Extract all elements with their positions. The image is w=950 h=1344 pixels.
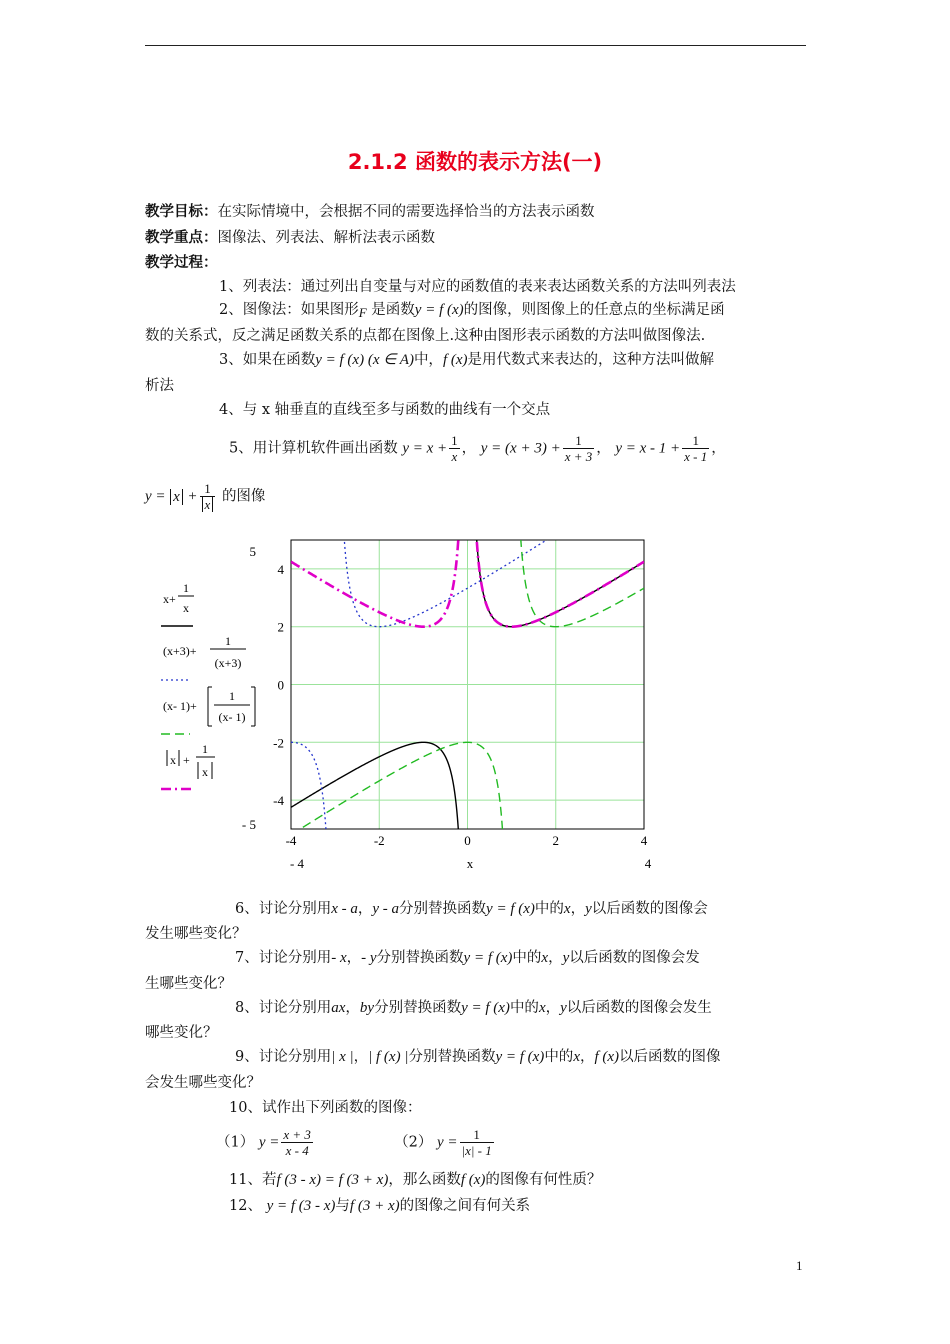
item-1: 1、列表法：通过列出自变量与对应的函数值的表来表达函数关系的方法叫列表法 xyxy=(219,279,736,295)
item-8-m1: ax xyxy=(331,1000,346,1016)
process-label: 教学过程： xyxy=(145,255,218,271)
item-2-expr: y = f (x) xyxy=(414,302,464,318)
item-6-m2: y - a xyxy=(372,901,400,917)
item-5-sep-1: ， xyxy=(461,440,477,457)
item-10-exercises xyxy=(216,1127,496,1158)
exercise-2-label: （2） xyxy=(394,1134,433,1151)
item-6-text-d: 以后函数的图像会 xyxy=(591,901,708,917)
item-9-m5: f (x) xyxy=(594,1049,620,1065)
item-9 xyxy=(235,1047,721,1067)
item-6-sep: ， xyxy=(357,901,373,917)
item-5-f2: y = (x + 3) + xyxy=(480,440,561,457)
item-8 xyxy=(235,998,712,1018)
item-7-text-c: 中的 xyxy=(512,950,542,966)
item-5-frac-2: $\frac{1}{x + 3}$ xyxy=(564,433,593,464)
item-6-cont: 发生哪些变化？ xyxy=(145,926,247,942)
x-tick-label: 2 xyxy=(552,833,559,848)
item-7-text-b: 分别替换函数 xyxy=(376,950,464,966)
item-8-cont: 哪些变化？ xyxy=(145,1025,218,1041)
item-7-cont: 生哪些变化？ xyxy=(145,976,232,992)
x-axis-label: x xyxy=(466,856,474,871)
legend-3-text: (x- 1)+ xyxy=(163,699,197,713)
item-6-sep-2: ， xyxy=(570,901,586,917)
item-3-text-b: 中， xyxy=(413,352,443,368)
item-3-text-a: 3、如果在函数 xyxy=(219,352,316,368)
x-min-label: - 4 xyxy=(289,856,305,871)
item-9-m2: | f (x) | xyxy=(368,1049,409,1065)
legend-4-x: x xyxy=(170,753,176,767)
item-7-m2: - y xyxy=(361,950,377,966)
item-8-text-d: 以后函数的图像会发生 xyxy=(566,1000,712,1016)
item-6-m4: x xyxy=(563,901,571,917)
item-11-m2: f (x) xyxy=(460,1172,486,1188)
item-9-cont: 会发生哪些变化？ xyxy=(145,1075,261,1091)
tick-labels xyxy=(242,544,652,871)
exercise-1-label: （1） xyxy=(216,1134,255,1151)
legend-2-text: (x+3)+ xyxy=(163,644,197,658)
item-9-text-a: 9、讨论分别用 xyxy=(235,1049,332,1065)
item-6-m1: x - a xyxy=(331,901,358,917)
item-7-text-d: 以后函数的图像会发 xyxy=(569,950,700,966)
x-tick-label: -2 xyxy=(373,833,385,848)
item-8-m3: y = f (x) xyxy=(461,1000,510,1016)
legend-2-num: 1 xyxy=(225,634,231,648)
item-12-m2: f (3 + x) xyxy=(349,1198,400,1214)
item-2-text-b: 是函数 xyxy=(371,302,415,318)
item-9-text-c: 中的 xyxy=(544,1049,574,1065)
item-9-m3: y = f (x) xyxy=(495,1049,545,1065)
item-9-m4: x xyxy=(573,1049,580,1065)
item-8-sep: ， xyxy=(345,1000,360,1016)
item-6-text-b: 分别替换函数 xyxy=(399,901,487,917)
item-7 xyxy=(235,948,700,968)
item-5 xyxy=(229,433,726,464)
item-9-text-b: 分别替换函数 xyxy=(408,1049,496,1065)
y-tick-label: 0 xyxy=(277,677,284,693)
item-12 xyxy=(229,1196,530,1216)
item-5-abs-x: x xyxy=(170,489,183,505)
grid-lines xyxy=(291,540,644,829)
focus-text: 图像法、列表法、解析法表示函数 xyxy=(217,230,435,246)
chart-legend xyxy=(161,581,255,789)
item-5-cont xyxy=(145,481,265,512)
item-5-text-b: 的图像 xyxy=(221,488,266,505)
item-3-text-c: 是用代数式来表达的，这种方法叫做解 xyxy=(467,352,715,368)
legend-1-num: 1 xyxy=(183,581,189,595)
item-5-text-a: 5、用计算机软件画出函数 xyxy=(229,440,398,457)
legend-2-den: (x+3) xyxy=(214,656,242,670)
item-3-cont: 析法 xyxy=(145,378,174,394)
page-number: 1 xyxy=(796,1258,803,1273)
item-5-frac-1: $\frac{1}{x}$ xyxy=(451,433,458,464)
y-tick-label: -4 xyxy=(273,793,284,809)
item-5-end: ， xyxy=(711,440,726,457)
item-8-text-c: 中的 xyxy=(509,1000,539,1016)
item-9-sep-2: ， xyxy=(579,1049,595,1065)
item-11-text-a: 11、若 xyxy=(229,1172,277,1188)
item-7-m1: - x xyxy=(331,950,347,966)
item-9-text-d: 以后函数的图像 xyxy=(619,1049,721,1065)
page-title: 2.1.2 函数的表示方法(一) xyxy=(347,150,603,174)
y-min-label: - 5 xyxy=(241,817,256,832)
legend-4-den: x xyxy=(202,765,208,779)
item-2-F: F xyxy=(358,305,367,320)
objectives-label: 教学目标： xyxy=(145,204,218,220)
item-3 xyxy=(219,350,714,370)
item-7-m3: y = f (x) xyxy=(463,950,513,966)
item-11-m1: f (3 - x) = f (3 + x) xyxy=(276,1172,389,1188)
item-10: 10、试作出下列函数的图像： xyxy=(229,1100,422,1116)
exercise-2-y: y = xyxy=(436,1134,458,1151)
item-2-text-c: 的图像，则图像上的任意点的坐标满足函 xyxy=(463,302,725,318)
item-5-frac-3: $\frac{1}{x - 1}$ xyxy=(684,433,708,464)
item-11 xyxy=(229,1170,601,1190)
x-max-label: 4 xyxy=(644,856,652,871)
item-7-text-a: 7、讨论分别用 xyxy=(235,950,332,966)
y-tick-label: -2 xyxy=(273,735,284,751)
item-8-m4: x xyxy=(538,1000,546,1016)
exercise-1-y: y = xyxy=(258,1134,280,1151)
item-9-sep: ， xyxy=(353,1049,369,1065)
item-5-f3: y = x - 1 + xyxy=(615,440,681,457)
objectives-text: 在实际情境中，会根据不同的需要选择恰当的方法表示函数 xyxy=(217,204,595,220)
y-max-label: 5 xyxy=(249,544,256,559)
item-2 xyxy=(219,300,725,323)
x-tick-label: 0 xyxy=(464,833,471,848)
item-3-expr: y = f (x) (x ∈ A) xyxy=(315,352,414,368)
x-tick-label: 4 xyxy=(640,833,648,848)
exercise-2-frac: $\frac{1}{|x| - 1}$ xyxy=(461,1127,492,1158)
item-7-sep: ， xyxy=(346,950,362,966)
item-5-plus: + xyxy=(187,488,198,505)
item-2-text-a: 2、图像法：如果图形 xyxy=(219,302,359,318)
item-8-sep-2: ， xyxy=(545,1000,561,1016)
item-11-text-b: ，那么函数 xyxy=(388,1172,461,1188)
plot-frame xyxy=(291,540,644,829)
item-12-text-a: 12、 xyxy=(229,1198,262,1214)
item-12-text-b: 与 xyxy=(335,1198,350,1214)
item-9-m1: | x | xyxy=(331,1049,354,1065)
legend-4-num: 1 xyxy=(202,742,208,756)
item-6-text-c: 中的 xyxy=(534,901,564,917)
item-6 xyxy=(235,899,708,919)
legend-1-text: x+ xyxy=(163,592,176,606)
exercise-1-frac: $\frac{x + 3}{x - 4}$ xyxy=(283,1127,311,1158)
item-8-m2: by xyxy=(359,1000,375,1016)
y-tick-label: 2 xyxy=(277,619,284,635)
header-rule xyxy=(145,45,806,46)
legend-3-den: (x- 1) xyxy=(218,710,246,724)
item-7-sep-2: ， xyxy=(548,950,563,966)
item-5-f1: y = x + xyxy=(402,440,448,457)
item-5-sep-2: ， xyxy=(596,440,611,457)
objectives-line xyxy=(145,202,595,222)
legend-4-plus: + xyxy=(183,753,190,767)
item-6-m3: y = f (x) xyxy=(486,901,535,917)
item-3-fx: f (x) xyxy=(442,352,468,368)
legend-1-den: x xyxy=(183,601,189,615)
item-2-cont: 数的关系式，反之满足函数关系的点都在图像上.这种由图形表示函数的方法叫做图像法. xyxy=(145,328,706,344)
item-8-m5: y xyxy=(560,1000,567,1016)
item-8-text-a: 8、讨论分别用 xyxy=(235,1000,332,1016)
y-tick-label: 4 xyxy=(277,561,284,577)
process-line xyxy=(145,253,218,273)
item-8-text-b: 分别替换函数 xyxy=(374,1000,462,1016)
item-4: 4、与 x 轴垂直的直线至多与函数的曲线有一个交点 xyxy=(219,402,551,418)
item-7-m4: x xyxy=(541,950,549,966)
series-line xyxy=(291,342,644,627)
item-5-f4: y = xyxy=(145,488,166,505)
item-6-text-a: 6、讨论分别用 xyxy=(235,901,332,917)
focus-line xyxy=(145,228,435,248)
legend-3-num: 1 xyxy=(229,689,235,703)
item-7-m5: y xyxy=(562,950,570,966)
item-12-text-c: 的图像之间有何关系 xyxy=(399,1198,531,1214)
item-5-frac-4: $\frac{1}{x}$ xyxy=(200,481,216,512)
item-12-m1: y = f (3 - x) xyxy=(266,1198,336,1214)
item-6-m5: y xyxy=(585,901,592,917)
focus-label: 教学重点： xyxy=(145,230,218,246)
x-tick-label: -4 xyxy=(285,833,297,848)
item-11-text-c: 的图像有何性质？ xyxy=(485,1172,602,1188)
